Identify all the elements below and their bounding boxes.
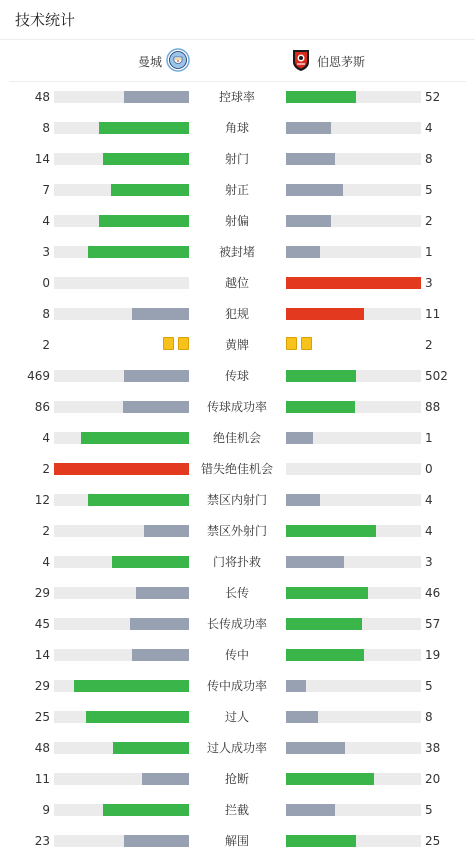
away-value: 8 (425, 710, 433, 724)
away-bar-fill (286, 432, 313, 444)
home-bar-fill (103, 804, 189, 816)
away-bar (286, 463, 421, 475)
stat-row (0, 794, 475, 825)
away-bar-fill (286, 835, 356, 847)
home-bar (54, 742, 189, 754)
home-value: 0 (42, 276, 50, 290)
home-bar (54, 525, 189, 537)
away-bar-fill (286, 246, 320, 258)
home-bar-fill (144, 525, 189, 537)
home-bar-fill (123, 401, 189, 413)
home-bar (54, 370, 189, 382)
stat-row (0, 608, 475, 639)
stat-row (0, 143, 475, 174)
stat-row (0, 484, 475, 515)
away-value: 25 (425, 834, 441, 848)
stat-row (0, 546, 475, 577)
away-value: 4 (425, 493, 433, 507)
home-bar (54, 773, 189, 785)
stat-row (0, 236, 475, 267)
stat-row (0, 763, 475, 794)
stat-label: 越位 (224, 276, 249, 290)
yellow-card-icon (178, 337, 189, 350)
home-bar-fill (54, 463, 189, 475)
away-bar-fill (286, 587, 368, 599)
home-bar (54, 835, 189, 847)
home-value: 4 (42, 214, 50, 228)
stat-row (0, 515, 475, 546)
bournemouth-crest-icon (291, 48, 311, 75)
home-value: 48 (34, 741, 50, 755)
stat-row (0, 422, 475, 453)
home-bar-fill (112, 556, 189, 568)
stat-label: 传球 (224, 369, 249, 383)
stat-label: 黄牌 (224, 338, 249, 352)
stat-row (0, 267, 475, 298)
away-bar-fill (286, 525, 376, 537)
stat-label: 射门 (224, 152, 249, 166)
away-value: 5 (425, 679, 433, 693)
stat-row (0, 825, 475, 856)
away-team[interactable] (291, 48, 365, 75)
away-bar-fill (286, 215, 331, 227)
stat-label: 过人成功率 (206, 741, 267, 755)
stat-row (0, 639, 475, 670)
home-value: 48 (34, 90, 50, 104)
home-value: 9 (42, 803, 50, 817)
home-bar (54, 91, 189, 103)
home-value: 2 (42, 462, 50, 476)
away-value: 2 (425, 214, 433, 228)
page-title: 技术统计 (15, 11, 76, 29)
away-bar (286, 91, 421, 103)
teams-header (0, 44, 475, 80)
away-bar-fill (286, 401, 355, 413)
away-bar (286, 401, 421, 413)
away-bar-fill (286, 308, 364, 320)
away-value: 5 (425, 183, 433, 197)
away-bar-fill (286, 711, 318, 723)
stat-row (0, 453, 475, 484)
away-bar (286, 122, 421, 134)
home-value: 8 (42, 121, 50, 135)
away-bar-fill (286, 556, 344, 568)
home-bar (54, 153, 189, 165)
stat-label: 角球 (224, 121, 249, 135)
stat-row (0, 732, 475, 763)
away-bar (286, 773, 421, 785)
stat-label: 传中 (224, 648, 249, 662)
home-bar (54, 432, 189, 444)
stat-label: 长传成功率 (206, 617, 267, 631)
stat-row (0, 329, 475, 360)
away-value: 20 (425, 772, 441, 786)
away-value: 19 (425, 648, 441, 662)
away-bar-fill (286, 618, 362, 630)
home-bar-fill (124, 370, 189, 382)
away-team-name: 伯恩茅斯 (317, 55, 366, 69)
stat-label: 抢断 (224, 772, 249, 786)
away-bar (286, 835, 421, 847)
home-bar (54, 649, 189, 661)
home-bar (54, 618, 189, 630)
away-bar (286, 556, 421, 568)
away-bar-fill (286, 153, 335, 165)
away-value: 57 (425, 617, 441, 631)
stat-label: 控球率 (218, 90, 255, 104)
stat-label: 长传 (224, 586, 249, 600)
stat-label: 解围 (224, 834, 249, 848)
away-value: 52 (425, 90, 441, 104)
home-bar (54, 246, 189, 258)
away-bar (286, 649, 421, 661)
home-value: 2 (42, 524, 50, 538)
stat-label: 禁区外射门 (206, 524, 267, 538)
stat-row (0, 298, 475, 329)
home-bar-fill (132, 308, 189, 320)
home-bar-fill (86, 711, 189, 723)
home-bar-fill (99, 122, 189, 134)
stat-row (0, 577, 475, 608)
home-bar (54, 556, 189, 568)
home-bar-fill (132, 649, 189, 661)
away-bar (286, 277, 421, 289)
home-bar-fill (88, 494, 189, 506)
home-yellow-cards (163, 337, 189, 350)
away-value: 8 (425, 152, 433, 166)
home-value: 14 (34, 152, 50, 166)
away-bar-fill (286, 370, 356, 382)
home-team-name: 曼城 (137, 55, 162, 69)
away-value: 1 (425, 431, 433, 445)
home-bar-fill (74, 680, 189, 692)
away-value: 3 (425, 276, 433, 290)
home-value: 12 (34, 493, 50, 507)
away-value: 1 (425, 245, 433, 259)
home-value: 2 (42, 338, 50, 352)
stat-label: 传球成功率 (206, 400, 267, 414)
home-bar-fill (124, 835, 189, 847)
away-bar (286, 246, 421, 258)
stat-row (0, 670, 475, 701)
home-bar (54, 215, 189, 227)
home-bar-fill (136, 587, 189, 599)
home-value: 23 (34, 834, 50, 848)
stat-label: 拦截 (224, 803, 249, 817)
away-bar-fill (286, 804, 335, 816)
home-value: 11 (34, 772, 50, 786)
away-bar (286, 432, 421, 444)
away-value: 0 (425, 462, 433, 476)
home-value: 8 (42, 307, 50, 321)
home-value: 45 (34, 617, 50, 631)
home-bar-fill (111, 184, 189, 196)
away-bar-fill (286, 184, 343, 196)
away-bar (286, 804, 421, 816)
home-bar-fill (81, 432, 189, 444)
stat-row (0, 205, 475, 236)
home-value: 29 (34, 679, 50, 693)
home-bar (54, 277, 189, 289)
home-value: 29 (34, 586, 50, 600)
yellow-card-icon (301, 337, 312, 350)
away-bar (286, 370, 421, 382)
away-bar (286, 308, 421, 320)
away-bar-fill (286, 680, 306, 692)
stat-label: 射正 (224, 183, 249, 197)
stat-label: 门将扑救 (212, 555, 261, 569)
home-bar (54, 680, 189, 692)
away-value: 88 (425, 400, 441, 414)
home-bar (54, 308, 189, 320)
away-bar (286, 494, 421, 506)
home-value: 469 (27, 369, 50, 383)
away-value: 5 (425, 803, 433, 817)
away-bar-fill (286, 277, 421, 289)
stat-label: 绝佳机会 (212, 431, 261, 445)
away-bar (286, 215, 421, 227)
home-value: 3 (42, 245, 50, 259)
away-bar (286, 618, 421, 630)
stat-label: 错失绝佳机会 (200, 462, 273, 476)
home-bar-fill (124, 91, 189, 103)
stat-label: 射偏 (224, 214, 249, 228)
stat-label: 被封堵 (218, 245, 255, 259)
yellow-card-icon (286, 337, 297, 350)
stat-row (0, 174, 475, 205)
stat-row (0, 701, 475, 732)
stat-label: 犯规 (224, 307, 249, 321)
home-value: 4 (42, 555, 50, 569)
home-bar (54, 122, 189, 134)
away-value: 4 (425, 524, 433, 538)
home-bar-fill (142, 773, 189, 785)
away-bar (286, 153, 421, 165)
away-value: 502 (425, 369, 448, 383)
home-bar-fill (88, 246, 189, 258)
stat-label: 禁区内射门 (206, 493, 267, 507)
away-bar-fill (286, 649, 364, 661)
away-bar-fill (286, 122, 331, 134)
home-value: 25 (34, 710, 50, 724)
away-value: 38 (425, 741, 441, 755)
stat-label: 过人 (224, 710, 249, 724)
yellow-card-icon (163, 337, 174, 350)
title-divider (0, 39, 475, 40)
home-bar (54, 184, 189, 196)
away-bar (286, 587, 421, 599)
home-bar (54, 804, 189, 816)
home-bar-fill (113, 742, 189, 754)
stats-list (0, 81, 475, 856)
stat-row (0, 112, 475, 143)
home-bar-fill (99, 215, 189, 227)
stat-row (0, 391, 475, 422)
away-yellow-cards (286, 337, 312, 350)
away-bar (286, 184, 421, 196)
away-value: 46 (425, 586, 441, 600)
home-value: 86 (34, 400, 50, 414)
home-bar (54, 494, 189, 506)
home-bar-fill (103, 153, 189, 165)
away-bar-fill (286, 91, 356, 103)
home-bar-fill (130, 618, 189, 630)
away-value: 4 (425, 121, 433, 135)
away-bar (286, 680, 421, 692)
away-bar (286, 711, 421, 723)
away-value: 3 (425, 555, 433, 569)
home-bar (54, 587, 189, 599)
stat-row (0, 81, 475, 112)
away-bar-fill (286, 742, 345, 754)
stat-row (0, 360, 475, 391)
away-bar (286, 525, 421, 537)
away-bar (286, 742, 421, 754)
home-team[interactable] (138, 48, 190, 75)
home-value: 14 (34, 648, 50, 662)
away-value: 11 (425, 307, 441, 321)
home-value: 7 (42, 183, 50, 197)
home-bar (54, 711, 189, 723)
home-bar (54, 463, 189, 475)
stat-label: 传中成功率 (206, 679, 267, 693)
away-bar-fill (286, 494, 320, 506)
manchester-city-crest-icon (166, 48, 190, 75)
home-value: 4 (42, 431, 50, 445)
away-bar-fill (286, 773, 374, 785)
home-bar (54, 401, 189, 413)
away-value: 2 (425, 338, 433, 352)
